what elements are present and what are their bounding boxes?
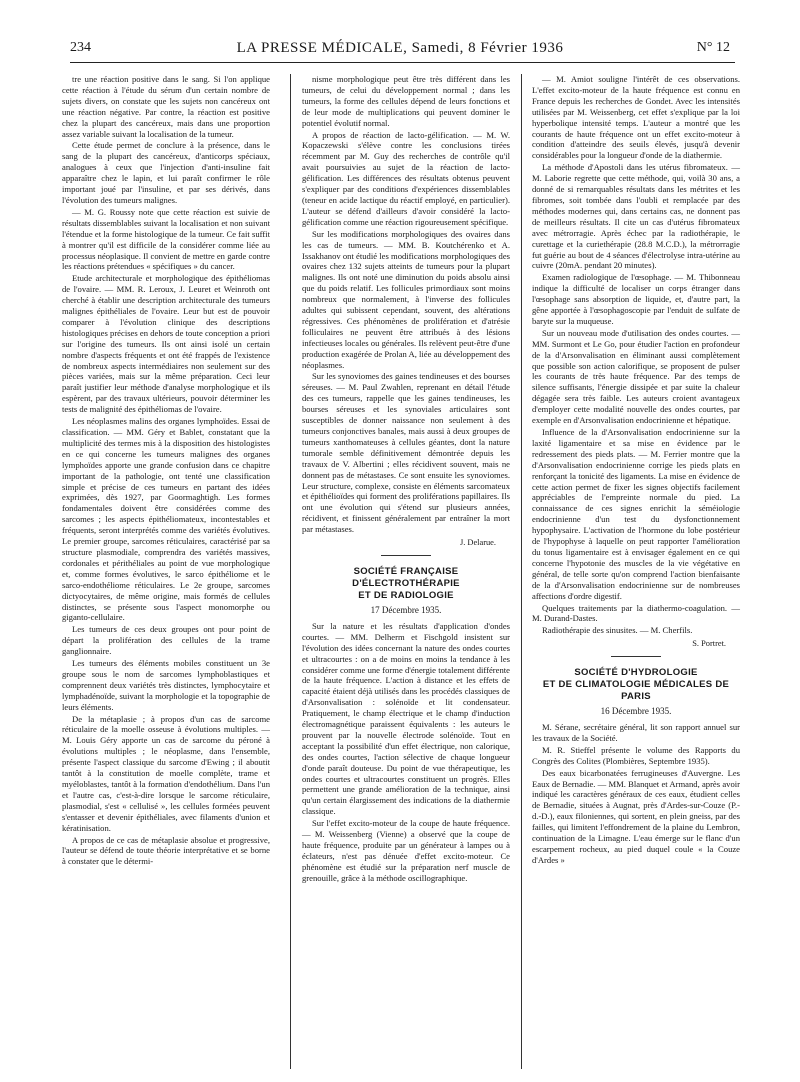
paragraph: tre une réaction positive dans le sang. Si l'on applique cette réaction à l'étude du sérum d'un certain nombre de sujets divers, on constate que les sujets non cancéreux ont une réaction négative. Par contre, la réaction est positive chez la plupart des cancéreux, mais dans une proportion assez variable suivant la localisation de la tumeur. <box>62 74 270 139</box>
section-title-line: SOCIÉTÉ D'HYDROLOGIE <box>574 667 698 679</box>
paragraph: M. R. Stieffel présente le volume des Rapports du Congrès des Colites (Plombières, Septembre 1935). <box>532 744 740 766</box>
paragraph: Quelques traitements par la diathermo-coagulation. — M. Durand-Dastes. <box>532 602 740 624</box>
paragraph: — M. G. Roussy note que cette réaction est suivie de résultats dissemblables suivant la localisation et non suivant l'étendue et la forme histologique de la tumeur. Ce fait suffit à montrer qu'il est difficile de la considérer comme liée au processus néoplasique. Il convient de mettre en garde contre les réactions prétendues « spécifiques » du cancer. <box>62 206 270 272</box>
paragraph: Sur les modifications morphologiques des ovaires dans les cas de tumeurs. — MM. B. Koutchérenko et A. Issakhanov ont étudié les modifications morphologiques des ovaires chez 132 sujets atteints de tumeurs pour la plupart malignes. Ils ont noté une diminution du poids absolu ainsi que du poids relatif. Les follicules primordiaux sont moins nombreux que normalement, à l'inverse des follicules adultes qui subissent cependant, souvent, des altérations régressives. Ces phénomènes de prolifération et d'atrésie folliculaires ne peuvent être attribués à des lésions infectieuses locales ou générales. Ils relèvent peut-être d'une production exagérée de Prolan A, liée au développement des néoplasmes. <box>302 228 510 370</box>
column-rule <box>290 74 291 1069</box>
column-1 <box>62 74 270 867</box>
journal-title: LA PRESSE MÉDICALE, Samedi, 8 Février 1936 <box>236 40 564 56</box>
column-rule <box>521 74 522 1069</box>
section-title-line: SOCIÉTÉ FRANÇAISE D'ÉLECTROTHÉRAPIE <box>352 565 460 589</box>
paragraph: Cette étude permet de conclure à la présence, dans le sang de la plupart des cancéreux, d'anticorps spéciaux, analogues à ceux que l'injection d'anti-insuline fait apparaître chez le lapin, et lui paraît confirmer le rôle important joué par l'insuline, et par ses dérivés, dans l'évolution des tumeurs malignes. <box>62 140 270 205</box>
paragraph: Les tumeurs des éléments mobiles constituent un 3e groupe sous le nom de sarcomes lymphoblastiques et comprennent deux variétés très distinctes, lymphocytaire et lymphadénoïde, suivant la morphologie et la topographie de leurs éléments. <box>62 658 270 712</box>
page-number: 234 <box>70 40 91 55</box>
column-2 <box>302 74 510 884</box>
signature: S. Portret. <box>692 639 726 649</box>
paragraph: Sur la nature et les résultats d'application d'ondes courtes. — MM. Delherm et Fischgold insistent sur l'évolution des idées concernant la nature des ondes courtes et ultracourtes : on a de moins en moins la tendance à les considérer comme une forme d'énergie totalement différente de la haute fréquence. L'action à distance et les effets de capacité étaient déjà utilisés dans les procédés classiques de d'Arsonvalisation : solénoïde et lit condensateur. Pratiquement, le champ électrique et le champ d'induction électromagnétique paraissent équivalents : les auteurs le prouvent par la nouvelle électrode solénoïde. Tout en acceptant la possibilité d'un effet électrique, non calorique, des ondes courtes, l'action sélective de chaque longueur d'onde paraît douteuse. Du point de vue thérapeutique, les ondes courtes et ultracourtes constituent un progrès. Elles permettent une grande amélioration de la technique, ainsi qu'un certain élargissement des indications de la diathermie classique. <box>302 620 510 817</box>
paragraph: Etude architecturale et morphologique des épithéliomas de l'ovaire. — MM. R. Leroux, J. Leuret et Weinroth ont cherché à établir une description architecturale des tumeurs malignes épithéliales de l'ovaire. Leur but est de pouvoir comparer à l'évolution clinique des descriptions histologiques précises en dehors de toute conception a priori sur l'origine des tumeurs. Ils ont ainsi isolé un certain nombre d'aspects fréquents et ont été frappés de l'existence de nombreux aspects intermédiaires non seulement sur des pièces variées, mais sur la même préparation. Ceci leur paraît justifier leur méthode d'analyse morphologique et ils espèrent, par des travaux ultérieurs, pouvoir déterminer les tests de malignité des épithéliomas de l'ovaire. <box>62 273 270 415</box>
paragraph: nisme morphologique peut être très différent dans les tumeurs, de celui du développement normal ; dans les tumeurs, la forme des cellules dépend de leurs fonctions et de leur mode de multiplications qui peuvent dominer le potentiel évolutif normal. <box>302 74 510 128</box>
paragraph: Sur l'effet excito-moteur de la coupe de haute fréquence. — M. Weissenberg (Vienne) a observé que la coupe de haute fréquence, produite par un générateur à lampes ou à éclateurs, n'est pas dénuée d'effet excito-moteur. Ce phénomène est étudié sur la préparation nerf muscle de grenouille, grâce à la méthode oscillographique. <box>302 818 510 883</box>
paragraph: A propos de ce cas de métaplasie absolue et progressive, l'auteur se défend de toute théorie interprétative et se borne à constater que le détermi- <box>62 834 270 867</box>
section-divider <box>611 656 661 657</box>
section-title-line: ET DE RADIOLOGIE <box>358 589 454 601</box>
section-title <box>302 566 510 602</box>
header-rule <box>70 62 735 63</box>
paragraph: Les tumeurs de ces deux groupes ont pour point de départ la prolifération des cellules de la trame ganglionnaire. <box>62 624 270 657</box>
section-title-line: ET DE CLIMATOLOGIE MÉDICALES DE PARIS <box>542 679 730 703</box>
paragraph: Sur les synoviomes des gaines tendineuses et des bourses séreuses. — M. Paul Zwahlen, reprenant en détail l'étude des ces tumeurs, rappelle que les gaines tendineuses, les bourses séreuses et les synoviales articulaires sont susceptibles de donner naissance non seulement à des tumeurs conjonctives banales, mais aussi à deux groupes de tumeurs xanthomateuses à cellules géantes, dont la nature tumorale semble définitivement démontrée depuis les travaux de V. Albertini ; elles récidivent souvent, mais ne donnent pas de métastases. Ce sont ensuite les synoviomes. Leur structure, complexe, consiste en éléments sarcomateux et épithélioïdes qui forment des proliférations papillaires. Ils ont une évolution qui s'étend sur plusieurs années, récidivent, et finissent généralement par entraîner la mort par métastases. <box>302 371 510 535</box>
section-date: 17 Décembre 1935. <box>370 604 442 615</box>
column-3 <box>532 74 740 866</box>
page-header <box>70 40 730 68</box>
paragraph: La méthode d'Apostoli dans les utérus fibromateux. — M. Laborie regrette que cette méthode, qui, voilà 30 ans, a donné de si remarquables résultats dans les métrites et les fibromes, soit tombée dans l'oubli et remplacée par des méthodes modernes qui, dans certains cas, ne donnent pas de meilleurs résultats. Il cite un cas d'utérus fibromateux avec métrorragie. Après échec par la radiothérapie, le curettage et la curiethérapie (28.8 M.C.D.), la métrorragie fut guérie au bout de 4 séances d'électrolyse intra-utérine au cuivre (20mA. pendant 20 minutes). <box>532 162 740 271</box>
paragraph: Examen radiologique de l'œsophage. — M. Thibonneau indique la difficulté de localiser un corps étranger dans l'œsophage sans absorption de liquide, et, d'autre part, la gêne apportée à l'œsophagoscopie par l'enduit de sulfate de baryte sur la muqueuse. <box>532 272 740 326</box>
paragraph: M. Sérane, secrétaire général, lit son rapport annuel sur les travaux de la Société. <box>532 722 740 743</box>
issue-number: N° 12 <box>696 40 730 55</box>
section-date: 16 Décembre 1935. <box>600 706 672 717</box>
paragraph: Sur un nouveau mode d'utilisation des ondes courtes. — MM. Surmont et Le Go, pour étudier l'action en profondeur de la d'Arsonvalisation en éliminant aussi complètement que possible son action calorifique, se proposent de pulser les courants de très haute fréquence. Par des temps de silence suffisants, l'énergie dissipée et par suite la chaleur dégagée sera très faible. Les auteurs croient avantageux d'employer cette modalité nouvelle des ondes courtes, par exemple en d'Arsonvalisation endocrinienne et hépatique. <box>532 327 740 426</box>
paragraph: Des eaux bicarbonatées ferrugineuses d'Auvergne. Les Eaux de Bernadie. — MM. Blanquet et Armand, après avoir indiqué les caractères généraux de ces eaux, étudient celles de Bernadie, situées à Augnat, près d'Ardes-sur-Couze (P.-d.-D.), eaux filoniennes, qui sortent, en plein gneiss, par des failles, qui limitent l'effondrement de la plaine du Lembron, continuation de la Limagne. L'eau émerge sur le flanc d'un escarpement rocheux, au pied duquel coule « la Couze d'Ardes » <box>532 767 740 865</box>
paragraph: Influence de la d'Arsonvalisation endocrinienne sur la laxité ligamentaire et sa mise en évidence par le redressement des pieds plats. — M. Ferrier montre que la d'Arsonvalisation endocrinienne corrige les pieds plats en renforçant la tonicité des ligaments. La mise en évidence de cette action permet de fixer les signes objectifs facilement appréciables de l'empreinte normale du pied. La connaissance de ces signes enrichit la séméiologie endocrinienne d'un test du dysfonctionnement hypophysaire. L'activation de l'hormone du lobe postérieur de l'hypophyse à laquelle on peut rapporter l'amélioration du tonus ligamentaire est à envisager également en ce qui concerne l'hypotonie des muscles de la vie végétative en général, de telle sorte qu'on comprend l'action bienfaisante de la d'Arsonvalisation endocrinienne sur de nombreuses affections d'ordre digestif. <box>532 427 740 601</box>
paragraph: Radiothérapie des sinusites. — M. Cherfils. <box>542 625 693 636</box>
paragraph: A propos de réaction de lacto-gélification. — M. W. Kopaczewski s'élève contre les conclusions tirées récemment par M. Guy des recherches de contrôle qu'il avait poursuivies au sujet de la réaction de lacto-gélification. Les différences des résultats obtenus peuvent s'expliquer par des conditions d'expériences dissemblables (teneur en acide lactique du réactif employé, en particulier). L'auteur se défend d'ailleurs d'avoir considéré la lacto-gélification comme une réaction rigoureusement spécifique. <box>302 129 510 227</box>
section-divider <box>381 555 431 556</box>
paragraph: Les néoplasmes malins des organes lymphoïdes. Essai de classification. — MM. Géry et Bablet, constatant que la multiplicité des termes mis à la disposition des histologistes en ce qui concerne les tumeurs malignes des organes lymphoïdes apporte une grande confusion dans ce chapitre important de la pathologie, ont tenté une classification simple et précise de ces tumeurs en partant des idées exprimées, dès 1927, par Goormaghtigh. Les formes fondamentales doivent être considérées comme des sarcomes ; les aspects épithéliomateux, incontestables et fréquents, seront interprétés comme des variétés évolutives. Le premier groupe, sarcomes réticulaires, caractérisé par sa structure plasmodiale, comprendra des variétés massives, cordonales et périthéliales au point de vue morphologique et, comme formes évolutives, le sarco épithéliome et le sarco-endothéliome réticulaires. Le 2e groupe, sarcomes dictyocytaires, de même origine, mais formés de cellules distinctes, se présente sous l'aspect monomorphe ou giganto-cellulaire. <box>62 416 270 623</box>
signature: J. Delarue. <box>459 538 496 548</box>
section-title <box>532 667 740 703</box>
paragraph: — M. Amiot souligne l'intérêt de ces observations. L'effet excito-moteur de la haute fréquence est connu en France depuis les recherches de Gondet. Avec les intensités utilisées par M. Weissenberg, cet effet s'explique par la loi hyperbolique intensité temps. L'auteur a montré que les courants de haute fréquence ont un effet excito-moteur à condition d'atteindre des seuils élevés, jusqu'à devenir considérables pour la longueur d'onde de la diathermie. <box>532 74 740 161</box>
paragraph: De la métaplasie ; à propos d'un cas de sarcome réticulaire de la moelle osseuse à évolutions multiples. — M. Louis Géry apporte un cas de sarcome du péroné à évolutions multiples ; le néoplasme, dans l'ensemble, présente l'aspect classique du sarcome d'Ewing ; il aboutit tantôt à la constitution de moelle complète, trame et myéloblastes, tantôt à la formation d'endothélium. Dans l'un et l'autre cas, c'est-à-dire lorsque le sarcome réticulaire, plasmodial, s'est « cellulisé », les cellules formées peuvent s'entasser et devenir épithéliales, avec filaments d'union et kératinisation. <box>62 713 270 833</box>
